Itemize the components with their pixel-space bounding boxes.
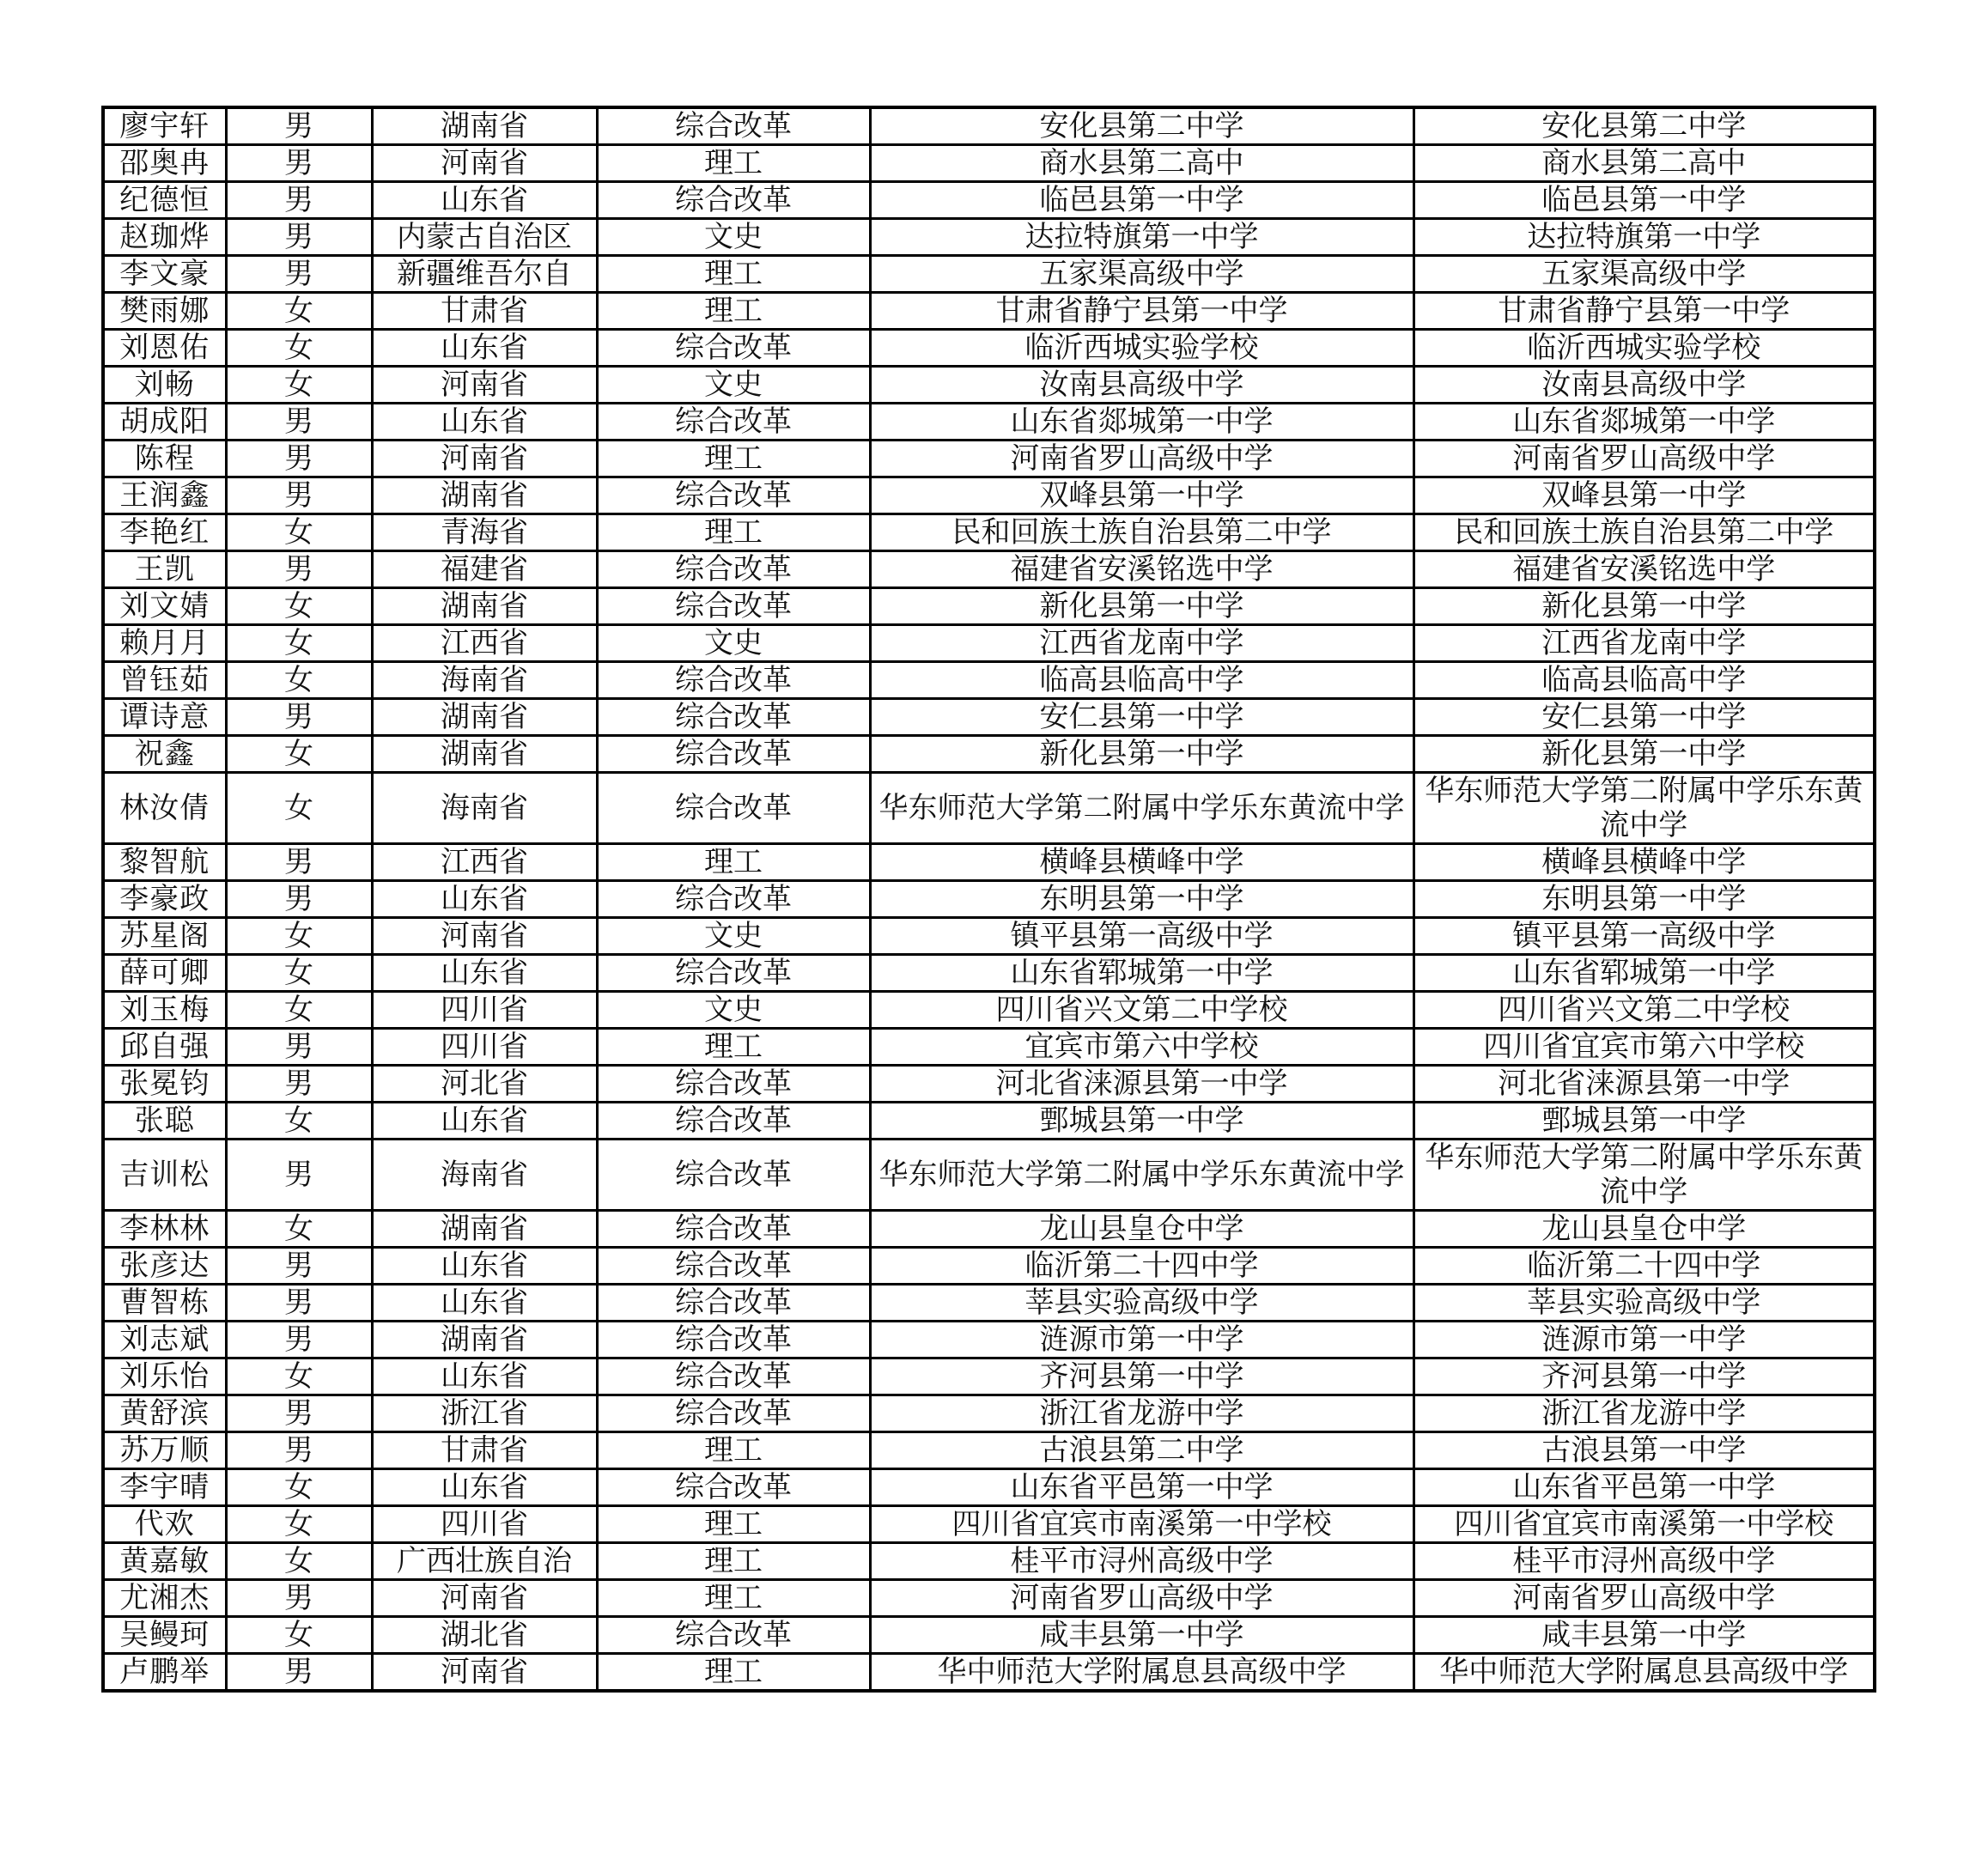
graduation-school-cell: 甘肃省静宁县第一中学 [1413, 293, 1875, 330]
graduation-school-cell: 齐河县第一中学 [1413, 1358, 1875, 1395]
student-name: 张彦达 [103, 1248, 226, 1285]
table-row [103, 1580, 1875, 1617]
table-row [103, 256, 1875, 293]
province-cell: 湖南省 [372, 1211, 597, 1248]
school-cell: 商水县第二高中 [870, 145, 1413, 182]
student-name: 李艳红 [103, 514, 226, 551]
province-cell: 山东省 [372, 1103, 597, 1140]
province-cell: 海南省 [372, 773, 597, 844]
graduation-school-cell: 华中师范大学附属息县高级中学 [1413, 1654, 1875, 1692]
province-cell: 河南省 [372, 145, 597, 182]
table-row [103, 1285, 1875, 1322]
province-cell: 山东省 [372, 182, 597, 219]
student-name: 李林林 [103, 1211, 226, 1248]
gender-cell: 女 [226, 918, 372, 955]
subject-type-cell: 综合改革 [597, 1395, 870, 1432]
gender-cell: 女 [226, 1103, 372, 1140]
subject-type-cell: 综合改革 [597, 404, 870, 441]
subject-type-cell: 综合改革 [597, 1066, 870, 1103]
province-cell: 内蒙古自治区 [372, 219, 597, 256]
gender-cell: 男 [226, 1140, 372, 1211]
gender-cell: 男 [226, 1654, 372, 1692]
subject-type-cell: 综合改革 [597, 477, 870, 514]
province-cell: 山东省 [372, 1248, 597, 1285]
school-cell: 汝南县高级中学 [870, 367, 1413, 404]
subject-type-cell: 文史 [597, 992, 870, 1029]
graduation-school-cell: 古浪县第一中学 [1413, 1432, 1875, 1469]
student-name: 赖月月 [103, 625, 226, 662]
graduation-school-cell: 临沂西城实验学校 [1413, 330, 1875, 367]
table-row [103, 1506, 1875, 1543]
subject-type-cell: 综合改革 [597, 1140, 870, 1211]
school-cell: 新化县第一中学 [870, 588, 1413, 625]
graduation-school-cell: 四川省兴文第二中学校 [1413, 992, 1875, 1029]
gender-cell: 女 [226, 293, 372, 330]
student-name: 刘文婧 [103, 588, 226, 625]
graduation-school-cell: 涟源市第一中学 [1413, 1322, 1875, 1358]
province-cell: 湖南省 [372, 1322, 597, 1358]
table-row [103, 844, 1875, 881]
gender-cell: 女 [226, 1469, 372, 1506]
province-cell: 湖南省 [372, 736, 597, 773]
subject-type-cell: 综合改革 [597, 736, 870, 773]
subject-type-cell: 综合改革 [597, 1285, 870, 1322]
school-cell: 五家渠高级中学 [870, 256, 1413, 293]
school-cell: 甘肃省静宁县第一中学 [870, 293, 1413, 330]
table-row [103, 404, 1875, 441]
table-row [103, 588, 1875, 625]
student-name: 苏万顺 [103, 1432, 226, 1469]
subject-type-cell: 理工 [597, 1506, 870, 1543]
subject-type-cell: 综合改革 [597, 773, 870, 844]
student-name: 刘玉梅 [103, 992, 226, 1029]
school-cell: 安化县第二中学 [870, 107, 1413, 145]
table-row [103, 955, 1875, 992]
table-row [103, 1066, 1875, 1103]
table-row [103, 219, 1875, 256]
province-cell: 江西省 [372, 625, 597, 662]
student-name: 陈程 [103, 441, 226, 477]
subject-type-cell: 理工 [597, 1432, 870, 1469]
graduation-school-cell: 龙山县皇仓中学 [1413, 1211, 1875, 1248]
table-row [103, 1211, 1875, 1248]
school-cell: 桂平市浔州高级中学 [870, 1543, 1413, 1580]
table-row [103, 1469, 1875, 1506]
school-cell: 龙山县皇仓中学 [870, 1211, 1413, 1248]
province-cell: 湖北省 [372, 1617, 597, 1654]
province-cell: 海南省 [372, 662, 597, 699]
student-name: 廖宇轩 [103, 107, 226, 145]
gender-cell: 男 [226, 844, 372, 881]
subject-type-cell: 理工 [597, 441, 870, 477]
province-cell: 河南省 [372, 367, 597, 404]
table-row [103, 1617, 1875, 1654]
student-name: 李文豪 [103, 256, 226, 293]
graduation-school-cell: 咸丰县第一中学 [1413, 1617, 1875, 1654]
table-row [103, 107, 1875, 145]
school-cell: 华中师范大学附属息县高级中学 [870, 1654, 1413, 1692]
subject-type-cell: 文史 [597, 219, 870, 256]
subject-type-cell: 综合改革 [597, 955, 870, 992]
province-cell: 山东省 [372, 955, 597, 992]
graduation-school-cell: 镇平县第一高级中学 [1413, 918, 1875, 955]
graduation-school-cell: 河南省罗山高级中学 [1413, 1580, 1875, 1617]
table-row [103, 1654, 1875, 1692]
graduation-school-cell: 江西省龙南中学 [1413, 625, 1875, 662]
gender-cell: 女 [226, 992, 372, 1029]
school-cell: 双峰县第一中学 [870, 477, 1413, 514]
table-row [103, 1140, 1875, 1211]
subject-type-cell: 综合改革 [597, 551, 870, 588]
table-row [103, 477, 1875, 514]
gender-cell: 男 [226, 699, 372, 736]
province-cell: 湖南省 [372, 107, 597, 145]
gender-cell: 女 [226, 1543, 372, 1580]
student-name: 邵奥冉 [103, 145, 226, 182]
gender-cell: 女 [226, 514, 372, 551]
subject-type-cell: 综合改革 [597, 1322, 870, 1358]
graduation-school-cell: 新化县第一中学 [1413, 588, 1875, 625]
subject-type-cell: 综合改革 [597, 699, 870, 736]
table-row [103, 182, 1875, 219]
graduation-school-cell: 山东省郯城第一中学 [1413, 404, 1875, 441]
table-row [103, 1432, 1875, 1469]
table-row [103, 1029, 1875, 1066]
gender-cell: 女 [226, 1211, 372, 1248]
table-row [103, 145, 1875, 182]
province-cell: 四川省 [372, 1506, 597, 1543]
student-name: 胡成阳 [103, 404, 226, 441]
graduation-school-cell: 山东省郓城第一中学 [1413, 955, 1875, 992]
graduation-school-cell: 安仁县第一中学 [1413, 699, 1875, 736]
province-cell: 河南省 [372, 1654, 597, 1692]
student-name: 刘畅 [103, 367, 226, 404]
student-name: 刘恩佑 [103, 330, 226, 367]
subject-type-cell: 理工 [597, 1580, 870, 1617]
table-row [103, 514, 1875, 551]
school-cell: 华东师范大学第二附属中学乐东黄流中学 [870, 1140, 1413, 1211]
table-row [103, 1248, 1875, 1285]
gender-cell: 男 [226, 404, 372, 441]
student-name: 薛可卿 [103, 955, 226, 992]
subject-type-cell: 综合改革 [597, 182, 870, 219]
gender-cell: 女 [226, 736, 372, 773]
province-cell: 河北省 [372, 1066, 597, 1103]
subject-type-cell: 综合改革 [597, 330, 870, 367]
province-cell: 河南省 [372, 1580, 597, 1617]
gender-cell: 男 [226, 1580, 372, 1617]
province-cell: 山东省 [372, 404, 597, 441]
school-cell: 东明县第一中学 [870, 881, 1413, 918]
gender-cell: 男 [226, 1322, 372, 1358]
school-cell: 山东省郓城第一中学 [870, 955, 1413, 992]
school-cell: 河北省涞源县第一中学 [870, 1066, 1413, 1103]
province-cell: 四川省 [372, 1029, 597, 1066]
province-cell: 浙江省 [372, 1395, 597, 1432]
gender-cell: 男 [226, 1248, 372, 1285]
school-cell: 安仁县第一中学 [870, 699, 1413, 736]
graduation-school-cell: 临邑县第一中学 [1413, 182, 1875, 219]
student-name: 曹智栋 [103, 1285, 226, 1322]
school-cell: 涟源市第一中学 [870, 1322, 1413, 1358]
province-cell: 湖南省 [372, 699, 597, 736]
graduation-school-cell: 安化县第二中学 [1413, 107, 1875, 145]
school-cell: 达拉特旗第一中学 [870, 219, 1413, 256]
school-cell: 临邑县第一中学 [870, 182, 1413, 219]
graduation-school-cell: 莘县实验高级中学 [1413, 1285, 1875, 1322]
school-cell: 咸丰县第一中学 [870, 1617, 1413, 1654]
student-table [101, 106, 1876, 1693]
student-name: 张冕钧 [103, 1066, 226, 1103]
gender-cell: 男 [226, 1432, 372, 1469]
table-row [103, 330, 1875, 367]
student-name: 邱自强 [103, 1029, 226, 1066]
subject-type-cell: 文史 [597, 918, 870, 955]
province-cell: 山东省 [372, 1469, 597, 1506]
graduation-school-cell: 福建省安溪铭选中学 [1413, 551, 1875, 588]
school-cell: 古浪县第二中学 [870, 1432, 1413, 1469]
graduation-school-cell: 河南省罗山高级中学 [1413, 441, 1875, 477]
subject-type-cell: 理工 [597, 145, 870, 182]
province-cell: 甘肃省 [372, 1432, 597, 1469]
gender-cell: 女 [226, 773, 372, 844]
graduation-school-cell: 横峰县横峰中学 [1413, 844, 1875, 881]
table-row [103, 441, 1875, 477]
graduation-school-cell: 桂平市浔州高级中学 [1413, 1543, 1875, 1580]
school-cell: 山东省郯城第一中学 [870, 404, 1413, 441]
gender-cell: 女 [226, 955, 372, 992]
gender-cell: 女 [226, 330, 372, 367]
table-row [103, 1395, 1875, 1432]
table-row [103, 1543, 1875, 1580]
student-name: 刘乐怡 [103, 1358, 226, 1395]
subject-type-cell: 理工 [597, 1654, 870, 1692]
province-cell: 广西壮族自治 [372, 1543, 597, 1580]
subject-type-cell: 文史 [597, 625, 870, 662]
school-cell: 四川省兴文第二中学校 [870, 992, 1413, 1029]
graduation-school-cell: 河北省涞源县第一中学 [1413, 1066, 1875, 1103]
graduation-school-cell: 鄄城县第一中学 [1413, 1103, 1875, 1140]
subject-type-cell: 综合改革 [597, 1358, 870, 1395]
student-name: 赵珈烨 [103, 219, 226, 256]
graduation-school-cell: 双峰县第一中学 [1413, 477, 1875, 514]
province-cell: 山东省 [372, 1285, 597, 1322]
gender-cell: 男 [226, 219, 372, 256]
subject-type-cell: 综合改革 [597, 1469, 870, 1506]
subject-type-cell: 综合改革 [597, 881, 870, 918]
gender-cell: 女 [226, 1506, 372, 1543]
table-row [103, 773, 1875, 844]
student-name: 尤湘杰 [103, 1580, 226, 1617]
graduation-school-cell: 汝南县高级中学 [1413, 367, 1875, 404]
school-cell: 华东师范大学第二附属中学乐东黄流中学 [870, 773, 1413, 844]
province-cell: 新疆维吾尔自 [372, 256, 597, 293]
province-cell: 甘肃省 [372, 293, 597, 330]
student-name: 刘志斌 [103, 1322, 226, 1358]
province-cell: 四川省 [372, 992, 597, 1029]
graduation-school-cell: 华东师范大学第二附属中学乐东黄流中学 [1413, 773, 1875, 844]
table-row [103, 662, 1875, 699]
gender-cell: 男 [226, 145, 372, 182]
subject-type-cell: 理工 [597, 844, 870, 881]
graduation-school-cell: 临高县临高中学 [1413, 662, 1875, 699]
gender-cell: 男 [226, 881, 372, 918]
graduation-school-cell: 四川省宜宾市南溪第一中学校 [1413, 1506, 1875, 1543]
student-name: 谭诗意 [103, 699, 226, 736]
student-name: 卢鹏举 [103, 1654, 226, 1692]
gender-cell: 女 [226, 1358, 372, 1395]
table-row [103, 918, 1875, 955]
table-row [103, 551, 1875, 588]
table-row [103, 992, 1875, 1029]
graduation-school-cell: 山东省平邑第一中学 [1413, 1469, 1875, 1506]
graduation-school-cell: 新化县第一中学 [1413, 736, 1875, 773]
gender-cell: 男 [226, 441, 372, 477]
gender-cell: 男 [226, 1029, 372, 1066]
school-cell: 江西省龙南中学 [870, 625, 1413, 662]
subject-type-cell: 理工 [597, 293, 870, 330]
student-name: 黎智航 [103, 844, 226, 881]
school-cell: 宜宾市第六中学校 [870, 1029, 1413, 1066]
student-name: 黄嘉敏 [103, 1543, 226, 1580]
subject-type-cell: 综合改革 [597, 662, 870, 699]
subject-type-cell: 理工 [597, 1029, 870, 1066]
province-cell: 山东省 [372, 330, 597, 367]
gender-cell: 男 [226, 1395, 372, 1432]
province-cell: 福建省 [372, 551, 597, 588]
gender-cell: 女 [226, 662, 372, 699]
student-name: 纪德恒 [103, 182, 226, 219]
table-row [103, 699, 1875, 736]
school-cell: 横峰县横峰中学 [870, 844, 1413, 881]
province-cell: 湖南省 [372, 588, 597, 625]
student-name: 代欢 [103, 1506, 226, 1543]
student-name: 林汝倩 [103, 773, 226, 844]
graduation-school-cell: 民和回族土族自治县第二中学 [1413, 514, 1875, 551]
subject-type-cell: 综合改革 [597, 1211, 870, 1248]
graduation-school-cell: 临沂第二十四中学 [1413, 1248, 1875, 1285]
subject-type-cell: 综合改革 [597, 107, 870, 145]
school-cell: 浙江省龙游中学 [870, 1395, 1413, 1432]
gender-cell: 女 [226, 588, 372, 625]
subject-type-cell: 理工 [597, 514, 870, 551]
province-cell: 海南省 [372, 1140, 597, 1211]
table-row [103, 881, 1875, 918]
province-cell: 山东省 [372, 881, 597, 918]
subject-type-cell: 综合改革 [597, 1103, 870, 1140]
graduation-school-cell: 浙江省龙游中学 [1413, 1395, 1875, 1432]
school-cell: 福建省安溪铭选中学 [870, 551, 1413, 588]
table-row [103, 367, 1875, 404]
subject-type-cell: 综合改革 [597, 1617, 870, 1654]
subject-type-cell: 理工 [597, 256, 870, 293]
graduation-school-cell: 五家渠高级中学 [1413, 256, 1875, 293]
student-name: 吴鳗珂 [103, 1617, 226, 1654]
school-cell: 临高县临高中学 [870, 662, 1413, 699]
subject-type-cell: 文史 [597, 367, 870, 404]
gender-cell: 男 [226, 1285, 372, 1322]
subject-type-cell: 理工 [597, 1543, 870, 1580]
student-name: 张聪 [103, 1103, 226, 1140]
province-cell: 山东省 [372, 1358, 597, 1395]
table-row [103, 293, 1875, 330]
province-cell: 河南省 [372, 918, 597, 955]
school-cell: 临沂西城实验学校 [870, 330, 1413, 367]
table-row [103, 1103, 1875, 1140]
gender-cell: 女 [226, 625, 372, 662]
student-name: 黄舒滨 [103, 1395, 226, 1432]
subject-type-cell: 综合改革 [597, 1248, 870, 1285]
gender-cell: 男 [226, 477, 372, 514]
student-name: 王凯 [103, 551, 226, 588]
gender-cell: 女 [226, 1617, 372, 1654]
school-cell: 鄄城县第一中学 [870, 1103, 1413, 1140]
school-cell: 镇平县第一高级中学 [870, 918, 1413, 955]
school-cell: 山东省平邑第一中学 [870, 1469, 1413, 1506]
school-cell: 新化县第一中学 [870, 736, 1413, 773]
table-row [103, 1322, 1875, 1358]
student-name: 王润鑫 [103, 477, 226, 514]
gender-cell: 女 [226, 367, 372, 404]
student-name: 吉训松 [103, 1140, 226, 1211]
student-name: 苏星阁 [103, 918, 226, 955]
province-cell: 湖南省 [372, 477, 597, 514]
gender-cell: 男 [226, 256, 372, 293]
table-row [103, 1358, 1875, 1395]
table-body [103, 107, 1875, 1691]
graduation-school-cell: 华东师范大学第二附属中学乐东黄流中学 [1413, 1140, 1875, 1211]
gender-cell: 男 [226, 1066, 372, 1103]
student-name: 曾钰茹 [103, 662, 226, 699]
school-cell: 莘县实验高级中学 [870, 1285, 1413, 1322]
graduation-school-cell: 商水县第二高中 [1413, 145, 1875, 182]
graduation-school-cell: 东明县第一中学 [1413, 881, 1875, 918]
graduation-school-cell: 达拉特旗第一中学 [1413, 219, 1875, 256]
gender-cell: 男 [226, 107, 372, 145]
table-row [103, 736, 1875, 773]
school-cell: 河南省罗山高级中学 [870, 1580, 1413, 1617]
province-cell: 江西省 [372, 844, 597, 881]
student-name: 李宇晴 [103, 1469, 226, 1506]
table-row [103, 625, 1875, 662]
school-cell: 临沂第二十四中学 [870, 1248, 1413, 1285]
student-name: 祝鑫 [103, 736, 226, 773]
province-cell: 青海省 [372, 514, 597, 551]
school-cell: 齐河县第一中学 [870, 1358, 1413, 1395]
gender-cell: 男 [226, 182, 372, 219]
student-name: 樊雨娜 [103, 293, 226, 330]
gender-cell: 男 [226, 551, 372, 588]
school-cell: 河南省罗山高级中学 [870, 441, 1413, 477]
graduation-school-cell: 四川省宜宾市第六中学校 [1413, 1029, 1875, 1066]
subject-type-cell: 综合改革 [597, 588, 870, 625]
student-name: 李豪政 [103, 881, 226, 918]
province-cell: 河南省 [372, 441, 597, 477]
school-cell: 四川省宜宾市南溪第一中学校 [870, 1506, 1413, 1543]
school-cell: 民和回族土族自治县第二中学 [870, 514, 1413, 551]
